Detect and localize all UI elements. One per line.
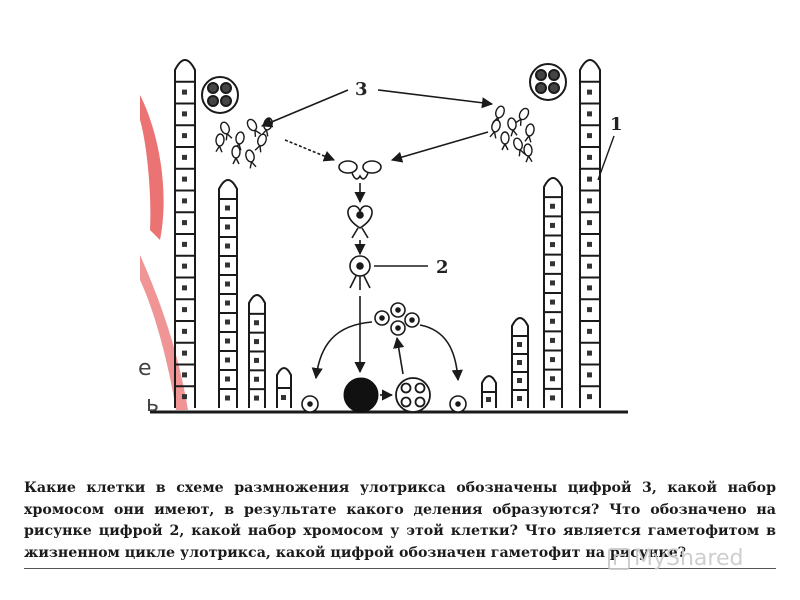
arrow-fusion-left: [285, 140, 334, 160]
zoospore: [232, 146, 240, 164]
left-text-fragment-2: ь: [146, 392, 159, 417]
arrow-3-left: [262, 90, 348, 126]
watermark: [608, 546, 743, 571]
label-1: 1: [610, 114, 623, 135]
left-filament-4: [277, 368, 291, 408]
question-text: Какие клетки в схеме размножения улотрикса обозначены цифрой 3, какой набор хромосом они имеют, в результате какого деления образуются? Что обозначено на рисунке цифрой 2, какой набор хромосом у этой клетки? Что является гаметофитом в жизненном цикле улотрикса, какой цифрой обозначен гаметофит на рисунке?: [24, 480, 776, 561]
planozygote: [348, 206, 372, 238]
zoospore: [254, 133, 268, 153]
arrow-fusion-right: [392, 132, 488, 160]
arrow-3-right: [378, 90, 492, 104]
left-filament-3: [249, 295, 265, 408]
zoospore: [245, 149, 257, 168]
right-main-filament: [580, 60, 600, 408]
zoospore: [524, 123, 535, 142]
label-2: 2: [436, 257, 449, 278]
right-filament-4: [482, 376, 496, 408]
right-sporangium: [530, 64, 566, 100]
settled-cells: [302, 396, 466, 412]
myshared-logo-icon: [608, 548, 630, 570]
left-filament-2: [219, 180, 237, 408]
zoospore: [515, 107, 531, 127]
zoospore: [507, 117, 518, 136]
zoospore: [246, 118, 262, 138]
zygote: [350, 256, 370, 290]
arrow-meiosis-up: [397, 338, 403, 374]
right-filament-3: [512, 318, 528, 408]
arrow-cluster-left: [316, 322, 372, 378]
meiotic-cell: [396, 378, 430, 412]
zoospore: [523, 144, 533, 163]
fusing-gametes: [339, 161, 381, 179]
resting-zygote: [344, 378, 378, 412]
label-3: 3: [355, 79, 368, 100]
watermark-text: MyShared: [634, 546, 744, 571]
zoospore: [489, 119, 501, 138]
zoospore: [261, 117, 273, 136]
zoospore-cluster: [375, 303, 419, 335]
zoospore: [215, 134, 225, 153]
left-text-fragment-1: е: [138, 356, 152, 381]
right-filament-2: [544, 178, 562, 408]
arrow-cluster-right: [420, 325, 458, 380]
zoospores-right: [489, 105, 535, 162]
left-main-filament: [175, 60, 195, 408]
red-overlay-shape: [140, 95, 164, 240]
left-filaments: [175, 60, 291, 408]
zoospore: [501, 132, 509, 150]
left-sporangium: [202, 77, 238, 113]
